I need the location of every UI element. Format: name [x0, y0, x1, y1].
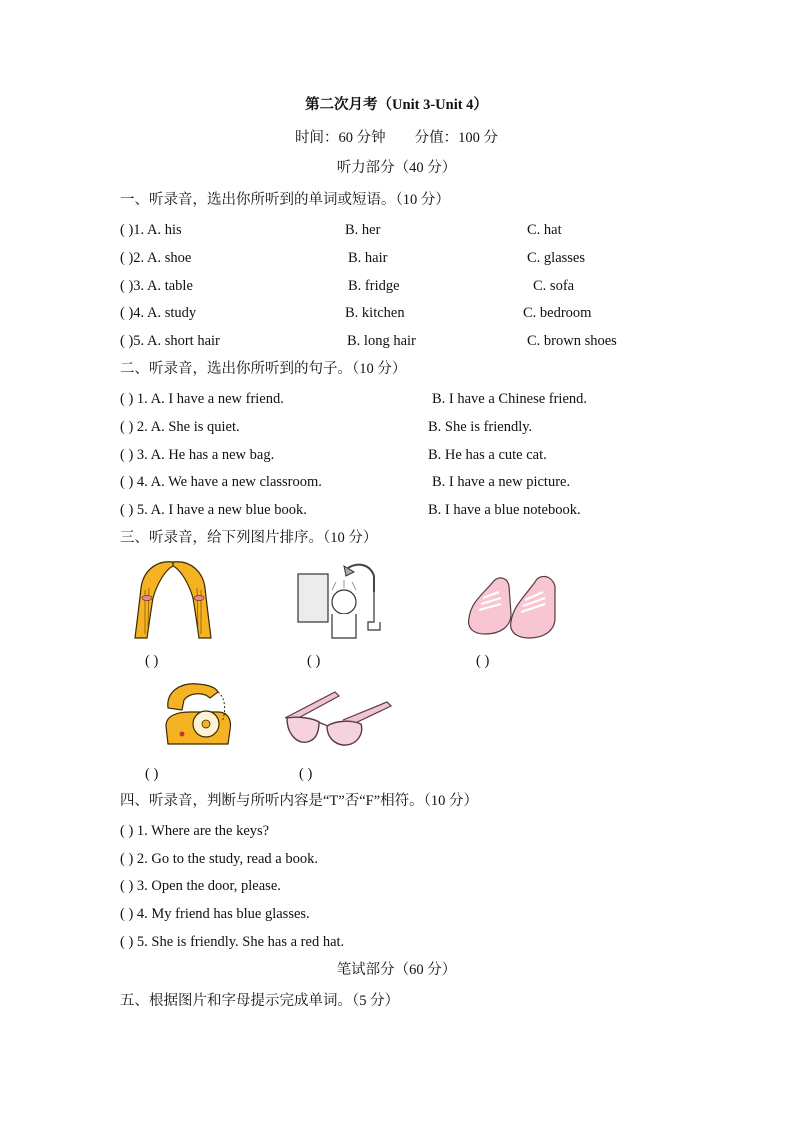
sentence-b: B. I have a blue notebook. — [428, 502, 581, 518]
time-and-score: 时间：60 分钟 分值：100 分 — [295, 130, 498, 146]
option-b: B. kitchen — [345, 305, 405, 321]
true-false-item: ( ) 3. Open the door, please. — [120, 878, 281, 894]
sentence-a: ( ) 5. A. I have a new blue book. — [120, 502, 307, 518]
telephone-icon — [160, 678, 238, 750]
question-a: ( )5. A. short hair — [120, 333, 220, 349]
option-c: C. glasses — [527, 250, 585, 266]
picture-answer-blank[interactable]: ( ) — [145, 653, 159, 669]
telephone-picture — [160, 678, 238, 750]
shower-icon — [296, 562, 384, 642]
section3-heading: 三、听录音，给下列图片排序。（10 分） — [120, 530, 378, 546]
question-a: ( )4. A. study — [120, 305, 197, 321]
true-false-item: ( ) 1. Where are the keys? — [120, 823, 270, 839]
option-c: C. sofa — [533, 278, 575, 294]
true-false-item: ( ) 2. Go to the study, read a book. — [120, 851, 318, 867]
sentence-b: B. I have a new picture. — [432, 474, 571, 490]
picture-answer-blank[interactable]: ( ) — [476, 653, 490, 669]
question-a: ( )1. A. his — [120, 222, 182, 238]
picture-answer-blank[interactable]: ( ) — [145, 766, 159, 782]
shower-picture — [296, 562, 384, 642]
glasses-icon — [283, 684, 395, 750]
option-c: C. hat — [527, 222, 562, 238]
shoes-icon — [465, 568, 559, 642]
sentence-b: B. She is friendly. — [428, 419, 533, 435]
option-b: B. long hair — [347, 333, 416, 349]
sentence-a: ( ) 3. A. He has a new bag. — [120, 447, 275, 463]
question-a: ( )2. A. shoe — [120, 250, 192, 266]
option-b: B. her — [345, 222, 381, 238]
written-part-heading: 笔试部分（60 分） — [336, 962, 457, 978]
option-b: B. fridge — [348, 278, 400, 294]
sentence-b: B. I have a Chinese friend. — [432, 391, 588, 407]
sentence-b: B. He has a cute cat. — [428, 447, 547, 463]
true-false-item: ( ) 4. My friend has blue glasses. — [120, 906, 310, 922]
picture-answer-blank[interactable]: ( ) — [299, 766, 313, 782]
shoes-picture — [465, 568, 559, 642]
listening-part-heading: 听力部分（40 分） — [336, 160, 457, 176]
section1-heading: 一、听录音，选出你所听到的单词或短语。（10 分） — [120, 192, 450, 208]
long-hair-picture — [133, 558, 213, 642]
long-hair-icon — [133, 558, 213, 642]
true-false-item: ( ) 5. She is friendly. She has a red hat. — [120, 934, 345, 950]
option-c: C. bedroom — [523, 305, 592, 321]
sentence-a: ( ) 1. A. I have a new friend. — [120, 391, 284, 407]
picture-answer-blank[interactable]: ( ) — [307, 653, 321, 669]
section4-heading: 四、听录音，判断与所听内容是“T”否“F”相符。（10 分） — [120, 793, 479, 809]
section2-heading: 二、听录音，选出你所听到的句子。（10 分） — [120, 361, 407, 377]
option-c: C. brown shoes — [527, 333, 617, 349]
sentence-a: ( ) 2. A. She is quiet. — [120, 419, 240, 435]
glasses-picture — [283, 684, 395, 750]
sentence-a: ( ) 4. A. We have a new classroom. — [120, 474, 322, 490]
exam-title: 第二次月考（Unit 3-Unit 4） — [305, 97, 488, 113]
section5-heading: 五、根据图片和字母提示完成单词。（5 分） — [120, 993, 400, 1009]
question-a: ( )3. A. table — [120, 278, 193, 294]
option-b: B. hair — [348, 250, 388, 266]
